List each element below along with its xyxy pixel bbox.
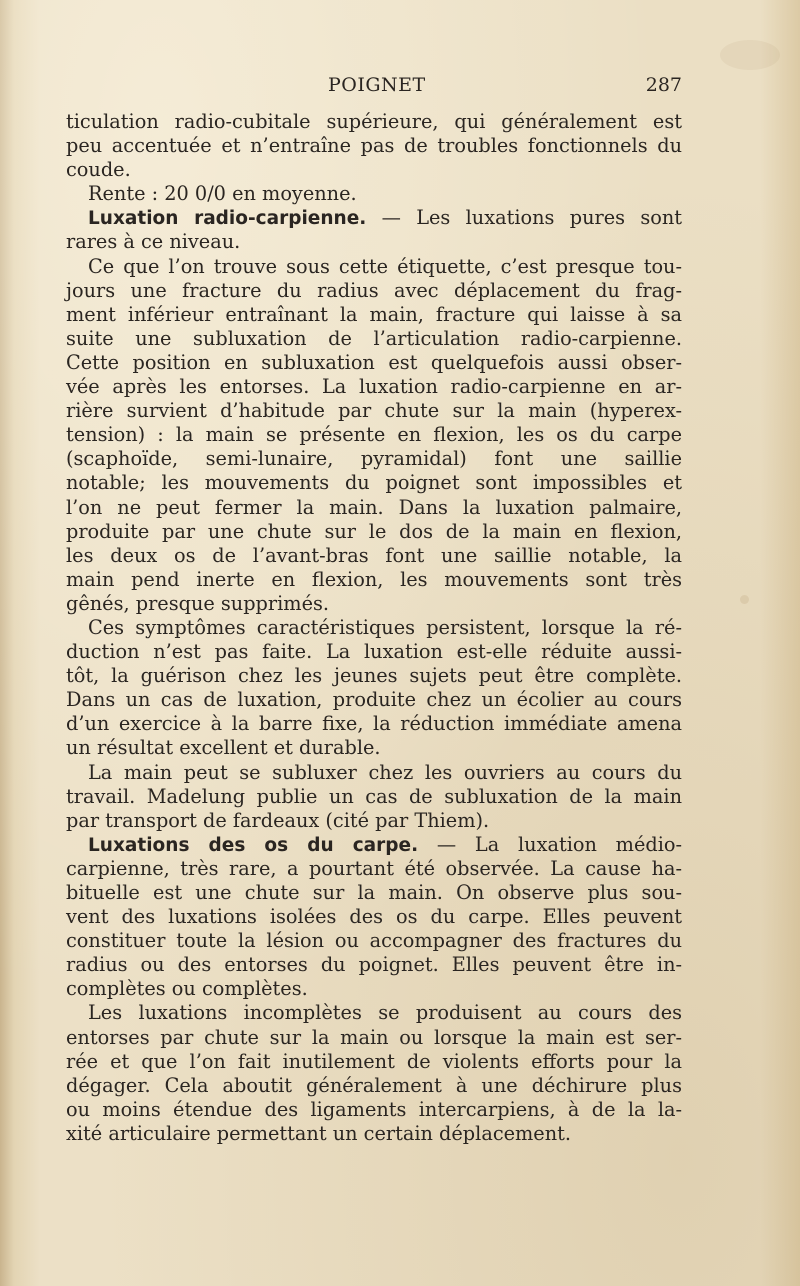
section-heading: Luxation radio-carpienne.	[88, 208, 367, 230]
text-line: notable; les mouvements du poignet sont impossibles et	[66, 471, 682, 495]
text-line: Les luxations incomplètes se produisent au cours des	[88, 1001, 682, 1025]
page-header	[66, 74, 682, 102]
text-line: produite par une chute sur le dos de la main en flexion,	[66, 519, 682, 543]
text-line: dégager. Cela aboutit généralement à une déchirure plus	[66, 1073, 682, 1097]
text-line: travail. Madelung publie un cas de subluxation de la main	[66, 784, 682, 808]
text-line: vée après les entorses. La luxation radio-carpienne en ar-	[66, 375, 682, 399]
section-heading: Luxations des os du carpe.	[88, 834, 419, 856]
text-line: xité articulaire permettant un certain déplacement.	[66, 1121, 572, 1145]
text-line: bituelle est une chute sur la main. On observe plus sou-	[66, 881, 682, 904]
text-line: Dans un cas de luxation, produite chez un écolier au cours	[66, 688, 682, 712]
text-line: ment inférieur entraînant la main, fracture qui laisse à sa	[66, 302, 682, 326]
text-line: tension) : la main se présente en flexion, les os du carpe	[66, 423, 682, 447]
text-line	[66, 833, 682, 857]
text-line: Rente : 20 0/0 en moyenne.	[88, 182, 357, 206]
text-line: tôt, la guérison chez les jeunes sujets peut être complète.	[66, 664, 682, 688]
text-line: coude.	[66, 158, 131, 182]
text-line: (scaphoïde, semi-lunaire, pyramidal) font une saillie	[66, 447, 682, 471]
text-line: les deux os de l’avant-bras font une saillie notable, la	[66, 543, 682, 567]
text-line: suite une subluxation de l’articulation radio-carpienne.	[66, 326, 682, 350]
text-line: rière survient d’habitude par chute sur la main (hyperex-	[66, 399, 682, 423]
text-line: par transport de fardeaux (cité par Thiem).	[66, 808, 490, 832]
text-line: Ces symptômes caractéristiques persistent, lorsque la ré-	[88, 615, 682, 639]
running-title: POIGNET	[328, 74, 426, 96]
text-line: Ce que l’on trouve sous cette étiquette, c’est presque tou-	[88, 254, 682, 278]
paper-stain	[720, 40, 780, 70]
text-line: rares à ce niveau.	[66, 230, 241, 254]
heading-continuation: — Les luxations pures sont	[366, 206, 682, 230]
text-line: complètes ou complètes.	[66, 977, 308, 1001]
text-line: un résultat excellent et durable.	[66, 736, 381, 760]
text-line: ticulation radio-cubitale supérieure, qui généralement est	[66, 110, 682, 133]
text-line: l’on ne peut fermer la main. Dans la luxation palmaire,	[66, 495, 682, 519]
text-line: main pend inerte en flexion, les mouvements sont très	[66, 567, 682, 591]
text-line	[66, 206, 682, 230]
text-line: constituer toute la lésion ou accompagner des fractures du	[66, 929, 682, 953]
text-line: ou moins étendue des ligaments intercarpiens, à de la la-	[66, 1097, 682, 1121]
text-line: duction n’est pas faite. La luxation est-elle réduite aussi-	[66, 640, 682, 664]
body-text	[66, 110, 682, 1146]
paper-stain	[740, 595, 749, 604]
text-line: entorses par chute sur la main ou lorsque la main est ser-	[66, 1025, 682, 1049]
heading-continuation: — La luxation médio-	[418, 832, 682, 856]
text-line: peu accentuée et n’entraîne pas de troubles fonctionnels du	[66, 134, 682, 158]
text-line: rée et que l’on fait inutilement de violents efforts pour la	[66, 1049, 682, 1073]
text-line: jours une fracture du radius avec déplacement du frag-	[66, 278, 682, 302]
text-line: carpienne, très rare, a pourtant été observée. La cause ha-	[66, 856, 682, 880]
text-line: vent des luxations isolées des os du carpe. Elles peuvent	[66, 905, 682, 929]
text-line: La main peut se subluxer chez les ouvriers au cours du	[88, 760, 682, 784]
text-line: Cette position en subluxation est quelquefois aussi obser-	[66, 350, 682, 374]
page-number: 287	[645, 74, 682, 96]
text-line: gênés, presque supprimés.	[66, 591, 329, 615]
text-line: radius ou des entorses du poignet. Elles peuvent être in-	[66, 953, 682, 977]
text-line: d’un exercice à la barre fixe, la réduction immédiate amena	[66, 712, 682, 736]
